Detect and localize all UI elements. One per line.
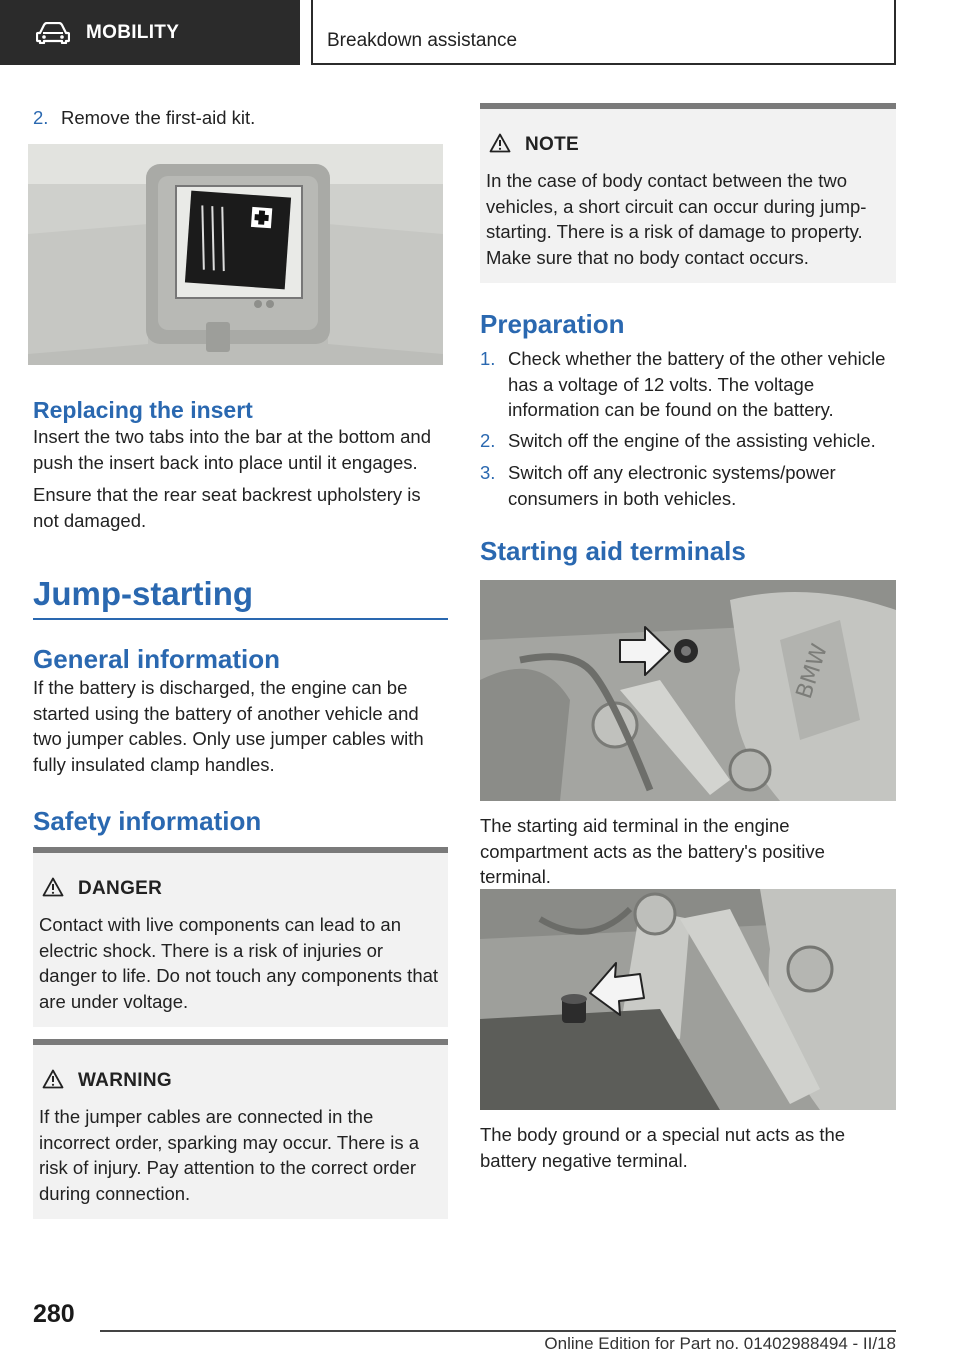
warning-triangle-icon [42, 1069, 64, 1089]
box-title: DANGER [78, 878, 163, 899]
section-heading: Preparation [480, 309, 625, 339]
caption [480, 813, 896, 890]
section-label: MOBILITY [86, 21, 180, 43]
step-number: 3. [480, 462, 496, 483]
negative-terminal-image [480, 889, 896, 1110]
paragraph: Insert the two tabs into the bar at the bottom and push the insert back into place until it engages. [33, 426, 431, 473]
safety-heading [33, 805, 448, 837]
step-number: 2. [33, 107, 49, 128]
step-text: Switch off any electronic systems/power consumers in both vehicles. [508, 462, 836, 509]
list-item [480, 460, 896, 512]
section-heading: General information [33, 644, 281, 674]
paragraph: Ensure that the rear seat backrest upholstery is not damaged. [33, 484, 421, 531]
warning-triangle-icon [489, 133, 511, 153]
section-heading: Starting aid terminals [480, 536, 746, 566]
step-number: 2. [480, 430, 496, 451]
general-information-section [33, 643, 448, 777]
step-text: Check whether the battery of the other vehicle has a voltage of 12 volts. The voltage information can be found on the battery. [508, 348, 886, 420]
box-title: NOTE [525, 134, 579, 155]
note-box [480, 103, 896, 283]
car-icon [36, 22, 70, 44]
box-title: WARNING [78, 1070, 172, 1091]
page-number: 280 [33, 1300, 75, 1328]
footer-rule [100, 1330, 896, 1332]
footer-edition: Online Edition for Part no. 01402988494 - II/18 [544, 1334, 896, 1353]
step-text: Switch off the engine of the assisting vehicle. [508, 430, 876, 451]
replacing-insert-section [33, 396, 448, 533]
preparation-heading [480, 308, 896, 340]
section-heading: Replacing the insert [33, 397, 253, 423]
image-caption: The starting aid terminal in the engine compartment acts as the battery's positive terminal. [480, 815, 825, 887]
paragraph: If the battery is discharged, the engine can be started using the battery of another vehicle and two jumper cables. Only use jumper cables with fully insulated clamp handles. [33, 677, 424, 775]
box-text: In the case of body contact between the two vehicles, a short circuit can occur during jump-starting. There is a risk of damage to property. Make sure that no body contact occurs. [486, 170, 867, 268]
danger-box [33, 847, 448, 1027]
list-item [33, 105, 448, 131]
page-title [33, 574, 448, 614]
list-item [480, 428, 896, 454]
caption [480, 1122, 896, 1173]
chapter-title: Breakdown assistance [327, 30, 518, 51]
step-text: Remove the first-aid kit. [61, 107, 256, 128]
heading-rule [33, 618, 448, 620]
box-text: Contact with live components can lead to an electric shock. There is a risk of injuries or danger to life. Do not touch any components that are under voltage. [39, 914, 439, 1012]
step-number: 1. [480, 348, 496, 369]
section-heading: Safety information [33, 806, 262, 836]
first-aid-kit-image [28, 144, 443, 365]
chapter-header [311, 0, 896, 65]
svg-text:BMW: BMW [791, 641, 833, 702]
positive-terminal-image [480, 580, 896, 801]
warning-triangle-icon [42, 877, 64, 897]
terminals-heading [480, 535, 896, 567]
box-text: If the jumper cables are connected in the incorrect order, sparking may occur. There is a risk of injury. Pay attention to the correct order during connection. [39, 1106, 420, 1204]
warning-box [33, 1039, 448, 1219]
image-caption: The body ground or a special nut acts as the battery negative terminal. [480, 1124, 846, 1171]
main-heading: Jump-starting [33, 575, 254, 612]
section-tab [0, 0, 300, 65]
list-item [480, 346, 896, 423]
